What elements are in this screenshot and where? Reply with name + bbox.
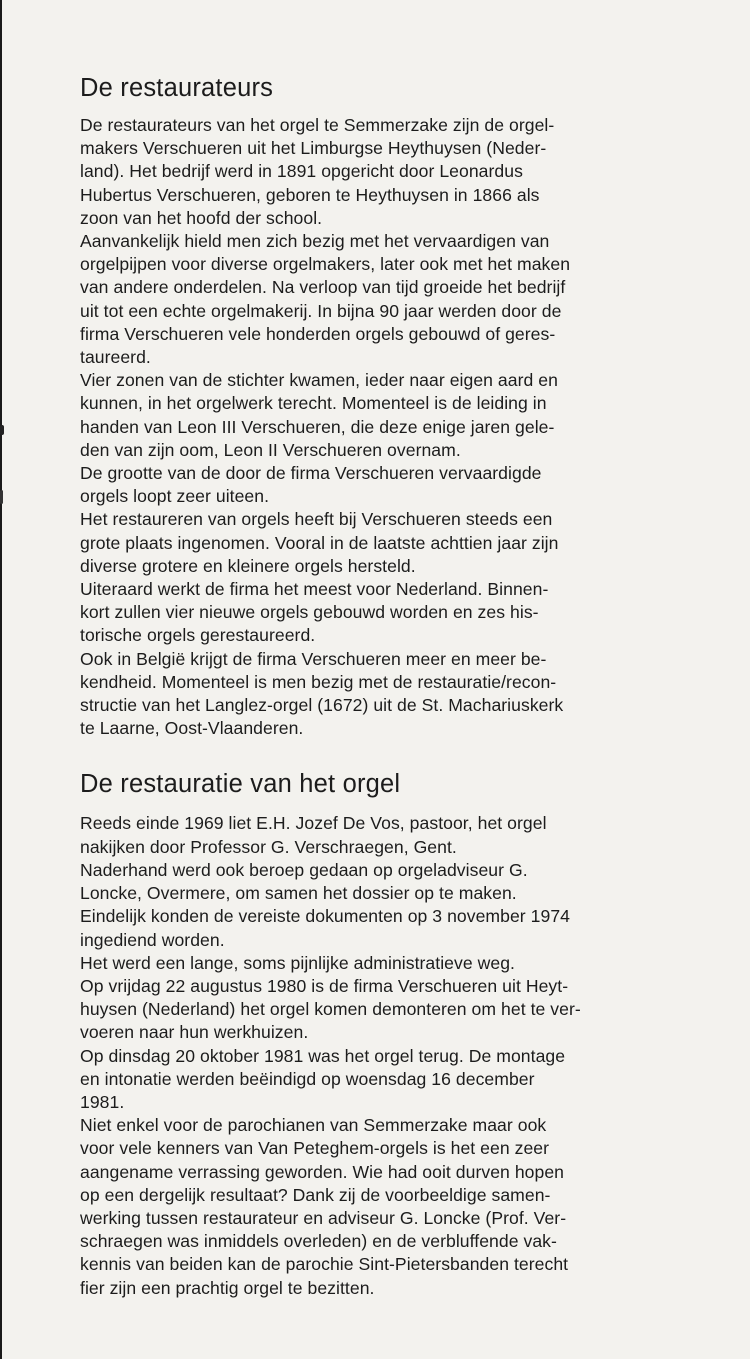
section-heading-restaurateurs: De restaurateurs — [80, 74, 274, 102]
paragraph: Vier zonen van de stichter kwamen, ieder naar eigen aard en kunnen, in het orgelwerk terecht. Momenteel is de leiding in handen van Leon III Verschueren, die deze enige jaren gele- den van zijn oom, Leon II Verschueren overnam. — [80, 370, 558, 460]
paragraph: Uiteraard werkt de firma het meest voor Nederland. Binnen- kort zullen vier nieuwe orgels gebouwd worden en zes his- torische orgels gerestaureerd. — [80, 579, 549, 646]
section-body-restaurateurs — [80, 114, 660, 740]
paragraph: Het restaureren van orgels heeft bij Verschueren steeds een grote plaats ingenomen. Vooral in de laatste achttien jaar zijn diverse grotere en kleinere orgels hersteld. — [80, 509, 559, 576]
paragraph: Op dinsdag 20 oktober 1981 was het orgel terug. De montage en intonatie werden beëindigd op woensdag 16 december 1981. — [80, 1045, 566, 1112]
paragraph: Het werd een lange, soms pijnlijke administratieve weg. — [80, 952, 515, 973]
paragraph: Aanvankelijk hield men zich bezig met het vervaardigen van orgelpijpen voor diverse orgelmakers, later ook met het maken van andere onderdelen. Na verloop van tijd groeide het bedrijf uit tot een echte orgelmakerij. In bijna 90 jaar werden door de firma Verschueren vele honderden orgels gebouwd of geres- taureerd. — [80, 231, 571, 368]
paragraph: Ook in België krijgt de firma Verschueren meer en meer be- kendheid. Momenteel is men bezig met de restauratie/recon- structie van het Langlez-orgel (1672) uit de St. Machariuskerk te Laarne, Oost-Vlaanderen. — [80, 648, 564, 739]
paragraph: De restaurateurs van het orgel te Semmerzake zijn de orgel- makers Verschueren uit het Limburgse Heythuysen (Neder- land). Het bedrijf werd in 1891 opgericht door Leonardus Hubertus Verschueren, geboren te Heythuysen in 1866 als zoon van het hoofd der school. — [80, 115, 555, 228]
paragraph: Eindelijk konden de vereiste dokumenten op 3 november 1974 ingediend worden. — [80, 906, 570, 950]
paragraph: Reeds einde 1969 liet E.H. Jozef De Vos, pastoor, het orgel nakijken door Professor G. Verschraegen, Gent. — [80, 813, 547, 857]
paragraph: De grootte van de door de firma Verschueren vervaardigde orgels loopt zeer uiteen. — [80, 463, 542, 507]
section-body-restauratie — [80, 812, 660, 1299]
paragraph: Naderhand werd ook beroep gedaan op orgeladviseur G. Loncke, Overmere, om samen het dossier op te maken. — [80, 859, 528, 904]
paragraph: Niet enkel voor de parochianen van Semmerzake maar ook voor vele kenners van Van Peteghem-orgels is het een zeer aangename verrassing geworden. Wie had ooit durven hopen op een dergelijk resultaat? Dank zij de voorbeeldige samen- werking tussen restaurateur en adviseur G. Loncke (Prof. Ver- schraegen was inmiddels overleden) en de verbluffende vak- kennis van beiden kan de parochie Sint-Pietersbanden terecht fier zijn een prachtig orgel te bezitten. — [80, 1115, 569, 1298]
section-heading-restauratie: De restauratie van het orgel — [80, 770, 401, 799]
paragraph: Op vrijdag 22 augustus 1980 is de firma Verschueren uit Heyt- huysen (Nederland) het orgel komen demonteren om het te ver- voeren naar hun werkhuizen. — [80, 975, 581, 1043]
